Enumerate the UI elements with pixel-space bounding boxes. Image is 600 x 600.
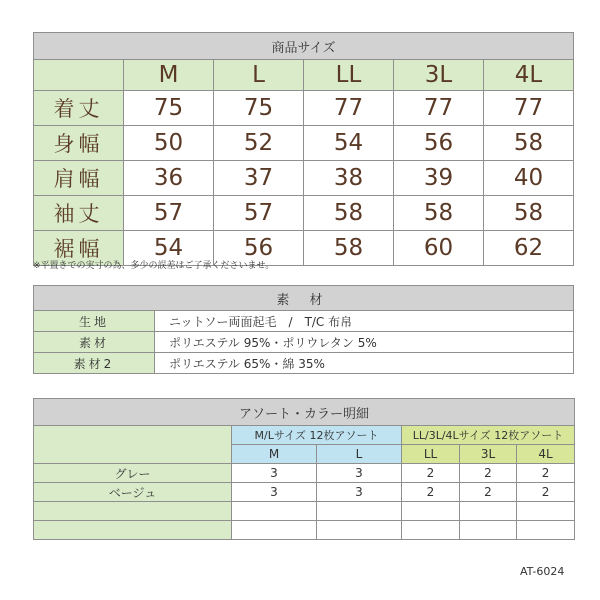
- material-label: 生地: [34, 311, 155, 332]
- assort-color-label: ベージュ: [34, 483, 232, 502]
- size-cell: 58: [394, 196, 484, 231]
- assort-row: [34, 464, 575, 483]
- assort-color-label: [34, 502, 232, 521]
- size-row: [34, 161, 574, 196]
- assort-cell: 2: [460, 464, 517, 483]
- size-row: [34, 126, 574, 161]
- assort-size-4l: 4L: [517, 445, 575, 464]
- assort-cell: 3: [232, 464, 317, 483]
- size-header-3l: 3L: [394, 60, 484, 91]
- assort-cell: 3: [317, 464, 402, 483]
- material-value: ニットソー両面起毛 / T/C 布帛: [155, 311, 574, 332]
- size-cell: 39: [394, 161, 484, 196]
- size-cell: 37: [214, 161, 304, 196]
- size-cell: 77: [394, 91, 484, 126]
- assort-cell: [517, 502, 575, 521]
- size-cell: 36: [124, 161, 214, 196]
- assort-color-label: [34, 521, 232, 540]
- size-cell: 62: [484, 231, 574, 266]
- size-cell: 54: [304, 126, 394, 161]
- assort-cell: [517, 521, 575, 540]
- size-cell: 60: [394, 231, 484, 266]
- size-row-label: 肩幅: [34, 161, 124, 196]
- size-cell: 77: [304, 91, 394, 126]
- product-code: AT-6024: [520, 565, 565, 578]
- assort-size-l: L: [317, 445, 402, 464]
- size-row-label: 身幅: [34, 126, 124, 161]
- size-header-l: L: [214, 60, 304, 91]
- assort-size-m: M: [232, 445, 317, 464]
- size-table-title: 商品サイズ: [34, 33, 574, 60]
- assort-cell: 2: [402, 464, 460, 483]
- size-cell: 52: [214, 126, 304, 161]
- size-cell: 58: [304, 196, 394, 231]
- assort-cell: 2: [517, 483, 575, 502]
- assort-color-label: グレー: [34, 464, 232, 483]
- assort-table: [33, 398, 575, 540]
- material-row: [34, 311, 574, 332]
- size-cell: 58: [304, 231, 394, 266]
- assort-cell: [402, 521, 460, 540]
- assort-cell: 3: [317, 483, 402, 502]
- assort-cell: 3: [232, 483, 317, 502]
- assort-cell: [317, 521, 402, 540]
- material-table: [33, 285, 574, 374]
- assort-cell: [460, 502, 517, 521]
- assort-cell: [317, 502, 402, 521]
- material-table-title: 素 材: [34, 286, 574, 311]
- measurement-note: ※平置きでの実寸の為、多少の誤差はご了承くださいませ。: [33, 261, 275, 271]
- size-cell: 56: [394, 126, 484, 161]
- assort-cell: 2: [460, 483, 517, 502]
- size-table-corner: [34, 60, 124, 91]
- size-cell: 57: [124, 196, 214, 231]
- assort-cell: 2: [402, 483, 460, 502]
- material-row: [34, 353, 574, 374]
- size-cell: 56: [214, 231, 304, 266]
- size-cell: 57: [214, 196, 304, 231]
- size-cell: 40: [484, 161, 574, 196]
- size-cell: 75: [214, 91, 304, 126]
- size-cell: 77: [484, 91, 574, 126]
- size-row-label: 着丈: [34, 91, 124, 126]
- material-row: [34, 332, 574, 353]
- assort-cell: [402, 502, 460, 521]
- size-row: [34, 196, 574, 231]
- assort-cell: 2: [517, 464, 575, 483]
- size-header-m: M: [124, 60, 214, 91]
- assort-cell: [232, 521, 317, 540]
- size-row-label: 裾幅: [34, 231, 124, 266]
- assort-group-ll-3l-4l: LL/3L/4Lサイズ 12枚アソート: [402, 426, 575, 445]
- size-header-4l: 4L: [484, 60, 574, 91]
- size-cell: 38: [304, 161, 394, 196]
- assort-row: [34, 483, 575, 502]
- size-header-ll: LL: [304, 60, 394, 91]
- assort-cell: [232, 502, 317, 521]
- material-label: 素材2: [34, 353, 155, 374]
- size-row: [34, 91, 574, 126]
- assort-row: [34, 502, 575, 521]
- assort-row: [34, 521, 575, 540]
- size-row-label: 袖丈: [34, 196, 124, 231]
- size-cell: 58: [484, 126, 574, 161]
- size-cell: 75: [124, 91, 214, 126]
- size-table: [33, 32, 574, 266]
- assort-size-ll: LL: [402, 445, 460, 464]
- assort-group-ml: M/Lサイズ 12枚アソート: [232, 426, 402, 445]
- material-value: ポリエステル 65%・綿 35%: [155, 353, 574, 374]
- size-cell: 50: [124, 126, 214, 161]
- material-value: ポリエステル 95%・ポリウレタン 5%: [155, 332, 574, 353]
- material-label: 素材: [34, 332, 155, 353]
- assort-table-title: アソート・カラー明細: [34, 399, 575, 426]
- assort-size-3l: 3L: [460, 445, 517, 464]
- assort-corner: [34, 426, 232, 464]
- assort-cell: [460, 521, 517, 540]
- size-cell: 58: [484, 196, 574, 231]
- size-cell: 54: [124, 231, 214, 266]
